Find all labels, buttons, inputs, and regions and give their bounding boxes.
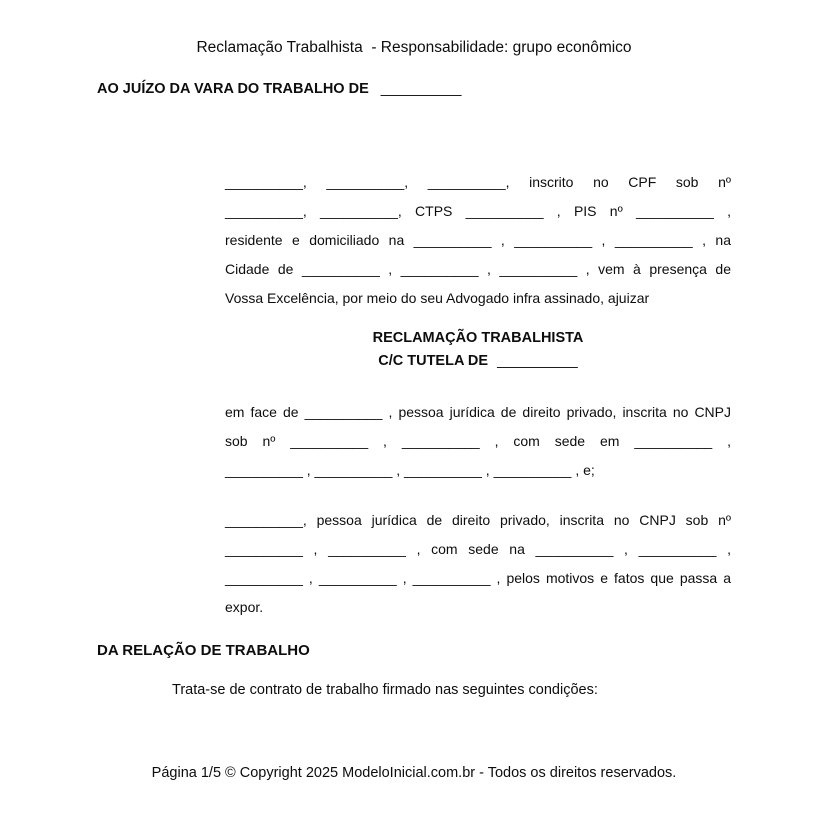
court-addressee-line bbox=[97, 80, 461, 99]
paragraph-line: Cidade de __________ , __________ , __________ , vem à presença de bbox=[225, 261, 731, 277]
addressee-label: AO JUÍZO DA VARA DO TRABALHO DE bbox=[97, 81, 369, 97]
paragraph-line: sob nº __________ , __________ , com sede em __________ , bbox=[225, 433, 731, 449]
section-heading-da-relacao-de-trabalho: DA RELAÇÃO DE TRABALHO bbox=[97, 642, 310, 659]
contract-conditions-intro-line: Trata-se de contrato de trabalho firmado nas seguintes condições: bbox=[172, 682, 598, 698]
tutela-blank-field: __________ bbox=[497, 353, 578, 369]
addressee-blank-field: __________ bbox=[380, 81, 462, 97]
plaintiff-qualification-paragraph bbox=[225, 168, 731, 313]
claim-title-line2-label: C/C TUTELA DE bbox=[378, 353, 489, 369]
paragraph-line: __________, __________, __________, inscrito no CPF sob nº bbox=[225, 174, 731, 190]
paragraph-line: __________, __________, CTPS __________ , PIS nº __________ , bbox=[225, 203, 731, 219]
claim-title-line2 bbox=[225, 350, 731, 373]
claim-title-heading bbox=[225, 327, 731, 373]
document-title: Reclamação Trabalhista - Responsabilidade: grupo econômico bbox=[196, 39, 632, 56]
page-footer: Página 1/5 © Copyright 2025 ModeloInicial.com.br - Todos os direitos reservados. bbox=[151, 765, 677, 781]
defendant2-paragraph bbox=[225, 506, 731, 622]
claim-title-line1: RECLAMAÇÃO TRABALHISTA bbox=[372, 330, 584, 346]
paragraph-line: Vossa Excelência, por meio do seu Advogado infra assinado, ajuizar bbox=[225, 290, 650, 306]
paragraph-line: __________ , __________ , com sede na __________ , __________ , bbox=[225, 541, 731, 557]
paragraph-line: __________ , __________ , __________ , __________ , e; bbox=[225, 462, 595, 478]
paragraph-line: __________, pessoa jurídica de direito privado, inscrita no CNPJ sob nº bbox=[225, 512, 731, 528]
paragraph-line: em face de __________ , pessoa jurídica de direito privado, inscrita no CNPJ bbox=[225, 404, 731, 420]
paragraph-line: residente e domiciliado na __________ , __________ , __________ , na bbox=[225, 232, 731, 248]
defendant1-paragraph bbox=[225, 398, 731, 485]
paragraph-line: __________ , __________ , __________ , pelos motivos e fatos que passa a bbox=[225, 570, 731, 586]
paragraph-line: expor. bbox=[225, 599, 264, 615]
